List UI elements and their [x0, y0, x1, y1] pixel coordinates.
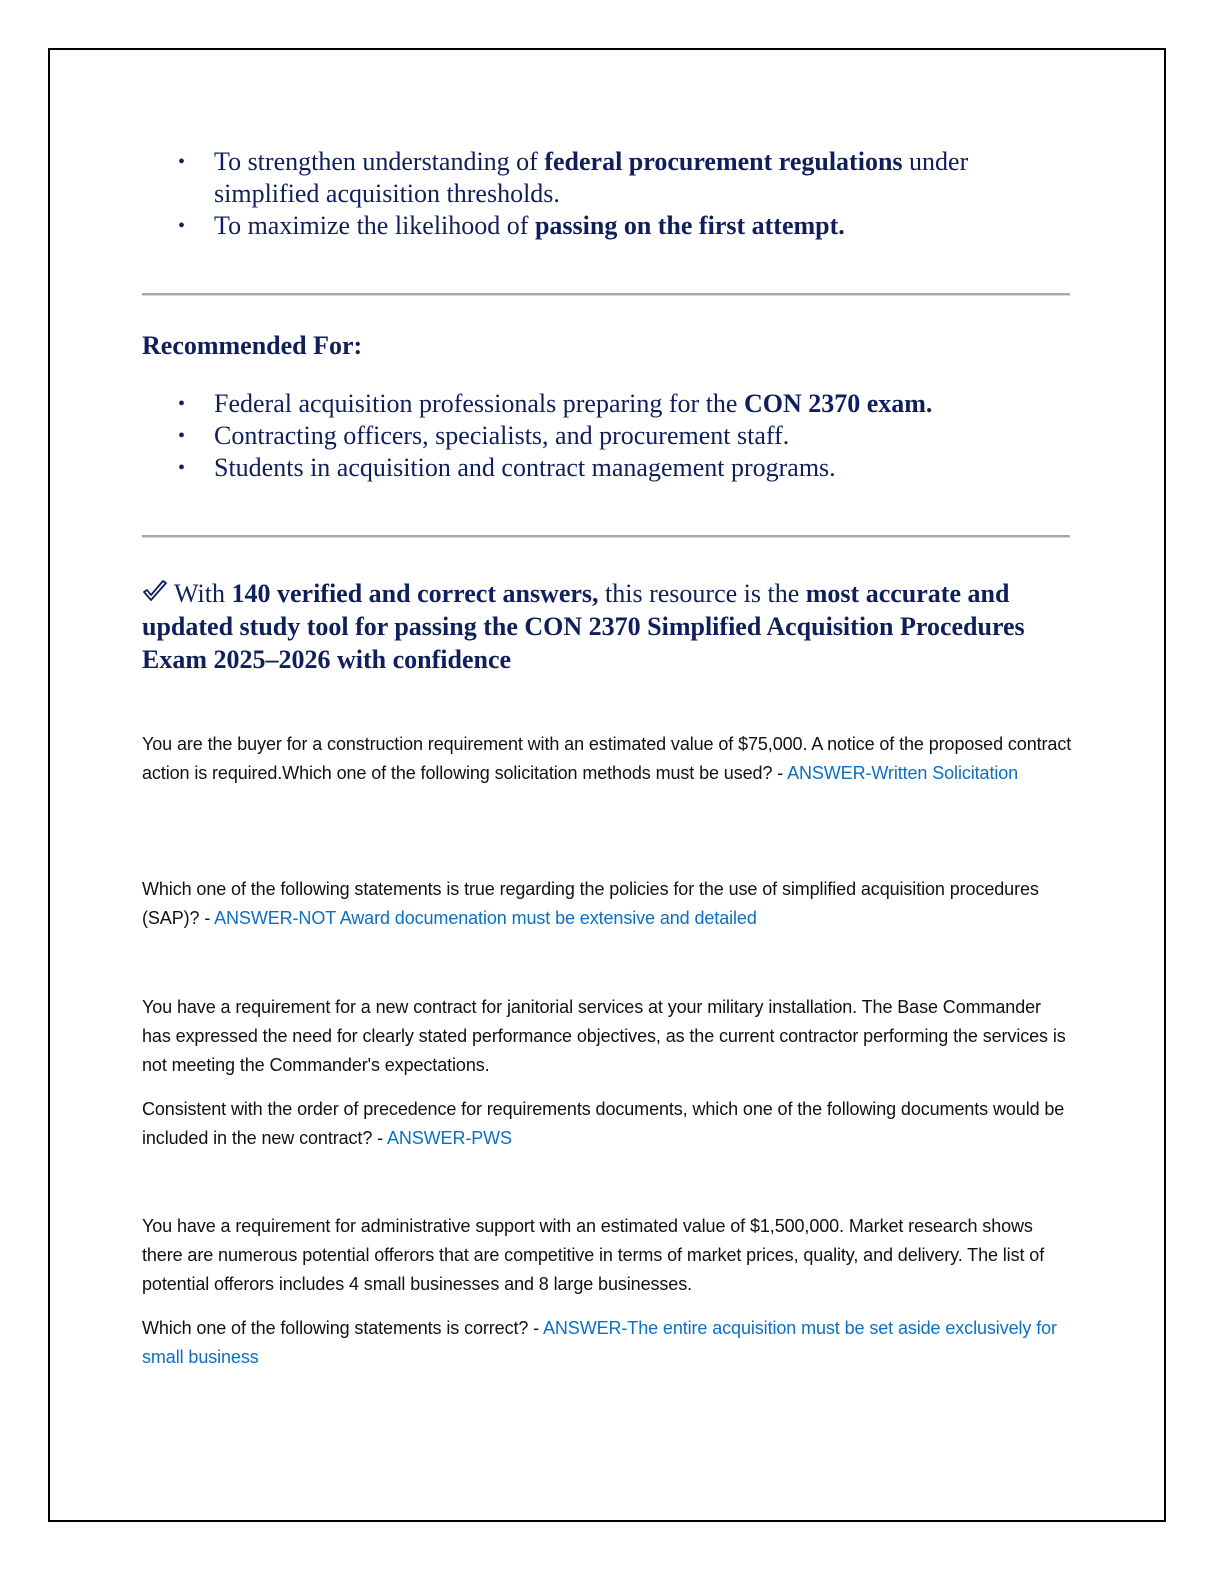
list-item: • Students in acquisition and contract management programs. — [178, 453, 836, 482]
divider — [142, 535, 1070, 538]
question-text: Which one of the following statements is correct? - — [142, 1318, 543, 1338]
text: Students in acquisition and contract management programs. — [214, 453, 836, 482]
answer-text: ANSWER-PWS — [386, 1128, 512, 1148]
text: Federal acquisition professionals preparing for the — [214, 389, 744, 418]
bold-text: federal procurement regulations — [544, 147, 903, 176]
bold-text: passing on the first attempt. — [534, 211, 845, 240]
section-heading: Recommended For: — [142, 331, 363, 360]
text: Contracting officers, specialists, and procurement staff. — [214, 421, 790, 450]
question-text: Consistent with the order of precedence for requirements documents, which one of the following documents would be included in the new contract? - — [142, 1099, 1065, 1148]
list-item: • To maximize the likelihood of passing on the first attempt. — [178, 211, 845, 240]
text: To strengthen understanding of — [214, 147, 545, 176]
text: To maximize the likelihood of — [214, 211, 535, 240]
question-text: You have a requirement for administrative support with an estimated value of $1,500,000. Market research shows there are numerous potential offerors that are competitive in terms of market prices, quality, and delivery. The list of potential offerors includes 4 small businesses and 8 large businesses. — [142, 1216, 1045, 1294]
answer-text: ANSWER-Written Solicitation — [787, 763, 1019, 783]
text: this resource is the — [598, 579, 806, 608]
bold-text: 140 verified and correct answers, — [231, 579, 599, 608]
list-item: • To strengthen understanding of federal procurement regulations under simplified acquisition thresholds. — [178, 147, 969, 208]
text: With — [168, 579, 232, 608]
question-2 — [142, 875, 1072, 933]
list-item: • Contracting officers, specialists, and procurement staff. — [178, 421, 790, 450]
question-text: You have a requirement for a new contract for janitorial services at your military installation. The Base Commander has expressed the need for clearly stated performance objectives, as the current contractor performing the services is not meeting the Commander's expectations. — [142, 997, 1066, 1075]
check-icon — [142, 579, 168, 603]
text: under simplified acquisition thresholds. — [214, 147, 969, 208]
question-1 — [142, 730, 1072, 788]
bold-text: CON 2370 exam. — [743, 389, 933, 418]
claim-paragraph — [142, 577, 1072, 676]
question-text: Which one of the following statements is true regarding the policies for the use of simplified acquisition procedures (SAP)? - — [142, 879, 1039, 928]
answer-text: ANSWER-NOT Award documenation must be extensive and detailed — [214, 908, 757, 928]
question-4 — [142, 1212, 1072, 1372]
divider — [142, 293, 1070, 296]
objectives-list — [142, 146, 1072, 242]
question-3 — [142, 993, 1072, 1153]
recommended-section — [142, 331, 1072, 484]
list-item: • Federal acquisition professionals preparing for the CON 2370 exam. — [178, 389, 933, 418]
answer-text: ANSWER-The entire acquisition must be set aside exclusively for small business — [142, 1318, 1057, 1367]
bold-text: most accurate and updated study tool for passing the CON 2370 Simplified Acquisition Procedures Exam 2025–2026 with confidence — [142, 579, 1025, 674]
question-text: You are the buyer for a construction requirement with an estimated value of $75,000. A notice of the proposed contract action is required.Which one of the following solicitation methods must be used? - — [142, 734, 1072, 783]
